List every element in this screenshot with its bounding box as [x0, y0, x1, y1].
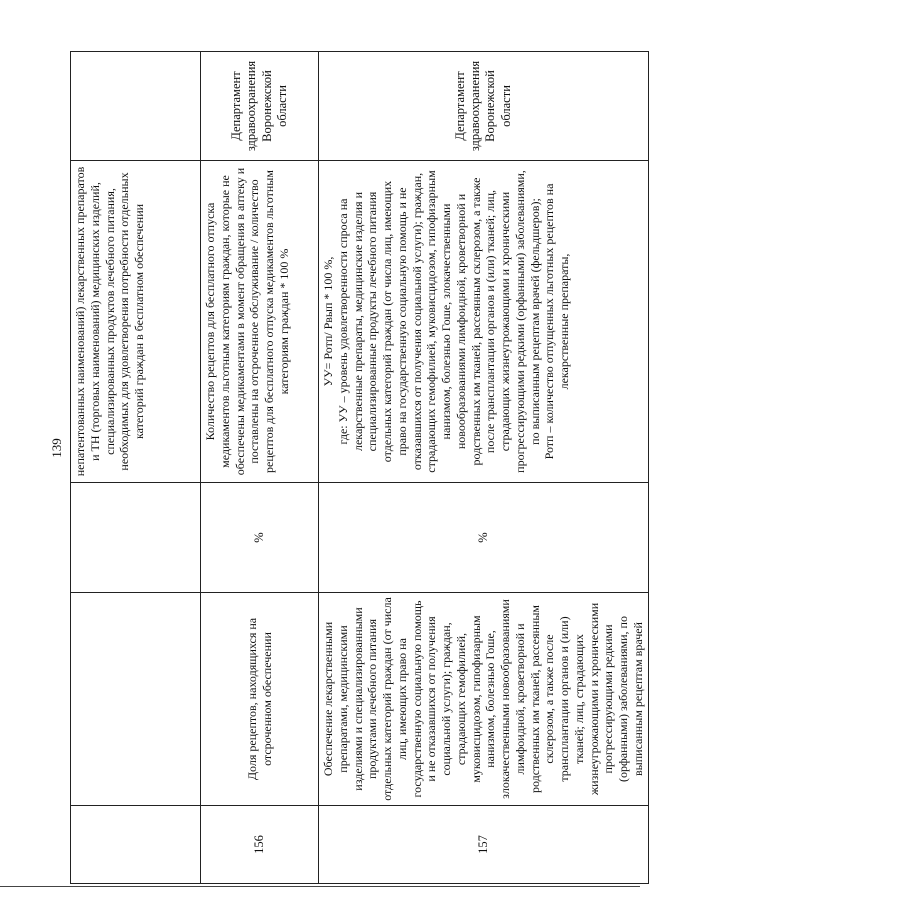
page-bottom-line — [0, 886, 640, 887]
unit-cell: % — [319, 483, 649, 593]
table-wrapper — [70, 52, 645, 884]
row-number-cell — [71, 806, 201, 884]
table-row — [71, 52, 201, 884]
row-number-cell: 157 — [319, 806, 649, 884]
indicator-name-cell — [71, 593, 201, 806]
formula-line: УУ= Ротп/ Рвып * 100 %, — [321, 256, 335, 387]
unit-cell: % — [201, 483, 319, 593]
row-number-cell: 156 — [201, 806, 319, 884]
table-row — [319, 52, 649, 884]
formula-line: где: УУ – уровень удовлетворенности спроса на лекарственные препараты, медицинские изделия и специализированные продукты лечебного питания отдельных категорий граждан (от числа лиц, имеющих право на государственную социальную помощь и не отказавшихся от получения социальной услуги); граждан, страдающих гемофилией, муковисцидозом, гипофизарным нанизмом, болезнью Гоше, злокачественными новообразованиями лимфоидной, кроветворной и родственных им тканей, рассеянным склерозом, а также после трансплантации органов и (или) тканей; лиц, страдающих жизнеугрожающими и хроническими прогрессирующими редкими (орфанными) заболеваниями, по выписанным рецептам врачей (фельдшеров); — [335, 170, 542, 473]
department-cell: Департамент здравоохранения Воронежской области — [319, 52, 649, 161]
indicators-table — [70, 51, 649, 884]
indicator-name-cell: Обеспечение лекарственными препаратами, медицинскими изделиями и специализированными продуктами лечебного питания отдельных категорий граждан (от числа лиц, имеющих право на государственную социальную помощь и не отказавшихся от получения социальной услуги); граждан, страдающих гемофилией, муковисцидозом, гипофизарным нанизмом, болезнью Гоше, злокачественными новообразованиями лимфоидной, кроветворной и родственных им тканей, рассеянным склерозом, а также после трансплантации органов и (или) тканей; лиц, страдающих жизнеугрожающими и хроническими прогрессирующими редкими (орфанными) заболеваниями, по выписанным рецептам врачей — [319, 593, 649, 806]
table-row — [201, 52, 319, 884]
formula-line: Ротп – количество отпущенных льготных рецептов на лекарственные препараты, — [542, 183, 571, 460]
department-cell — [71, 52, 201, 161]
indicator-name-cell: Доля рецептов, находящихся на отсроченном обеспечении — [201, 593, 319, 806]
formula-cell — [319, 161, 649, 483]
formula-cell: Количество рецептов для бесплатного отпуска медикаментов льготным категориям граждан, которые не обеспечены медикаментами в момент обращения в аптеку и поставлены на отсроченное обслуживание / количество рецептов для бесплатного отпуска медикаментов льготным категориям граждан * 100 % — [201, 161, 319, 483]
formula-cell: непатентованных наименований) лекарственных препаратов и ТН (торговых наименований) медицинских изделий, специализированных продуктов лечебного питания, необходимых для удовлетворения потребности отдельных категорий граждан в бесплатном обеспечении — [71, 161, 201, 483]
department-cell: Департамент здравоохранения Воронежской области — [201, 52, 319, 161]
unit-cell — [71, 483, 201, 593]
rotated-page-content — [70, 52, 902, 854]
page-number: 139 — [49, 438, 64, 458]
